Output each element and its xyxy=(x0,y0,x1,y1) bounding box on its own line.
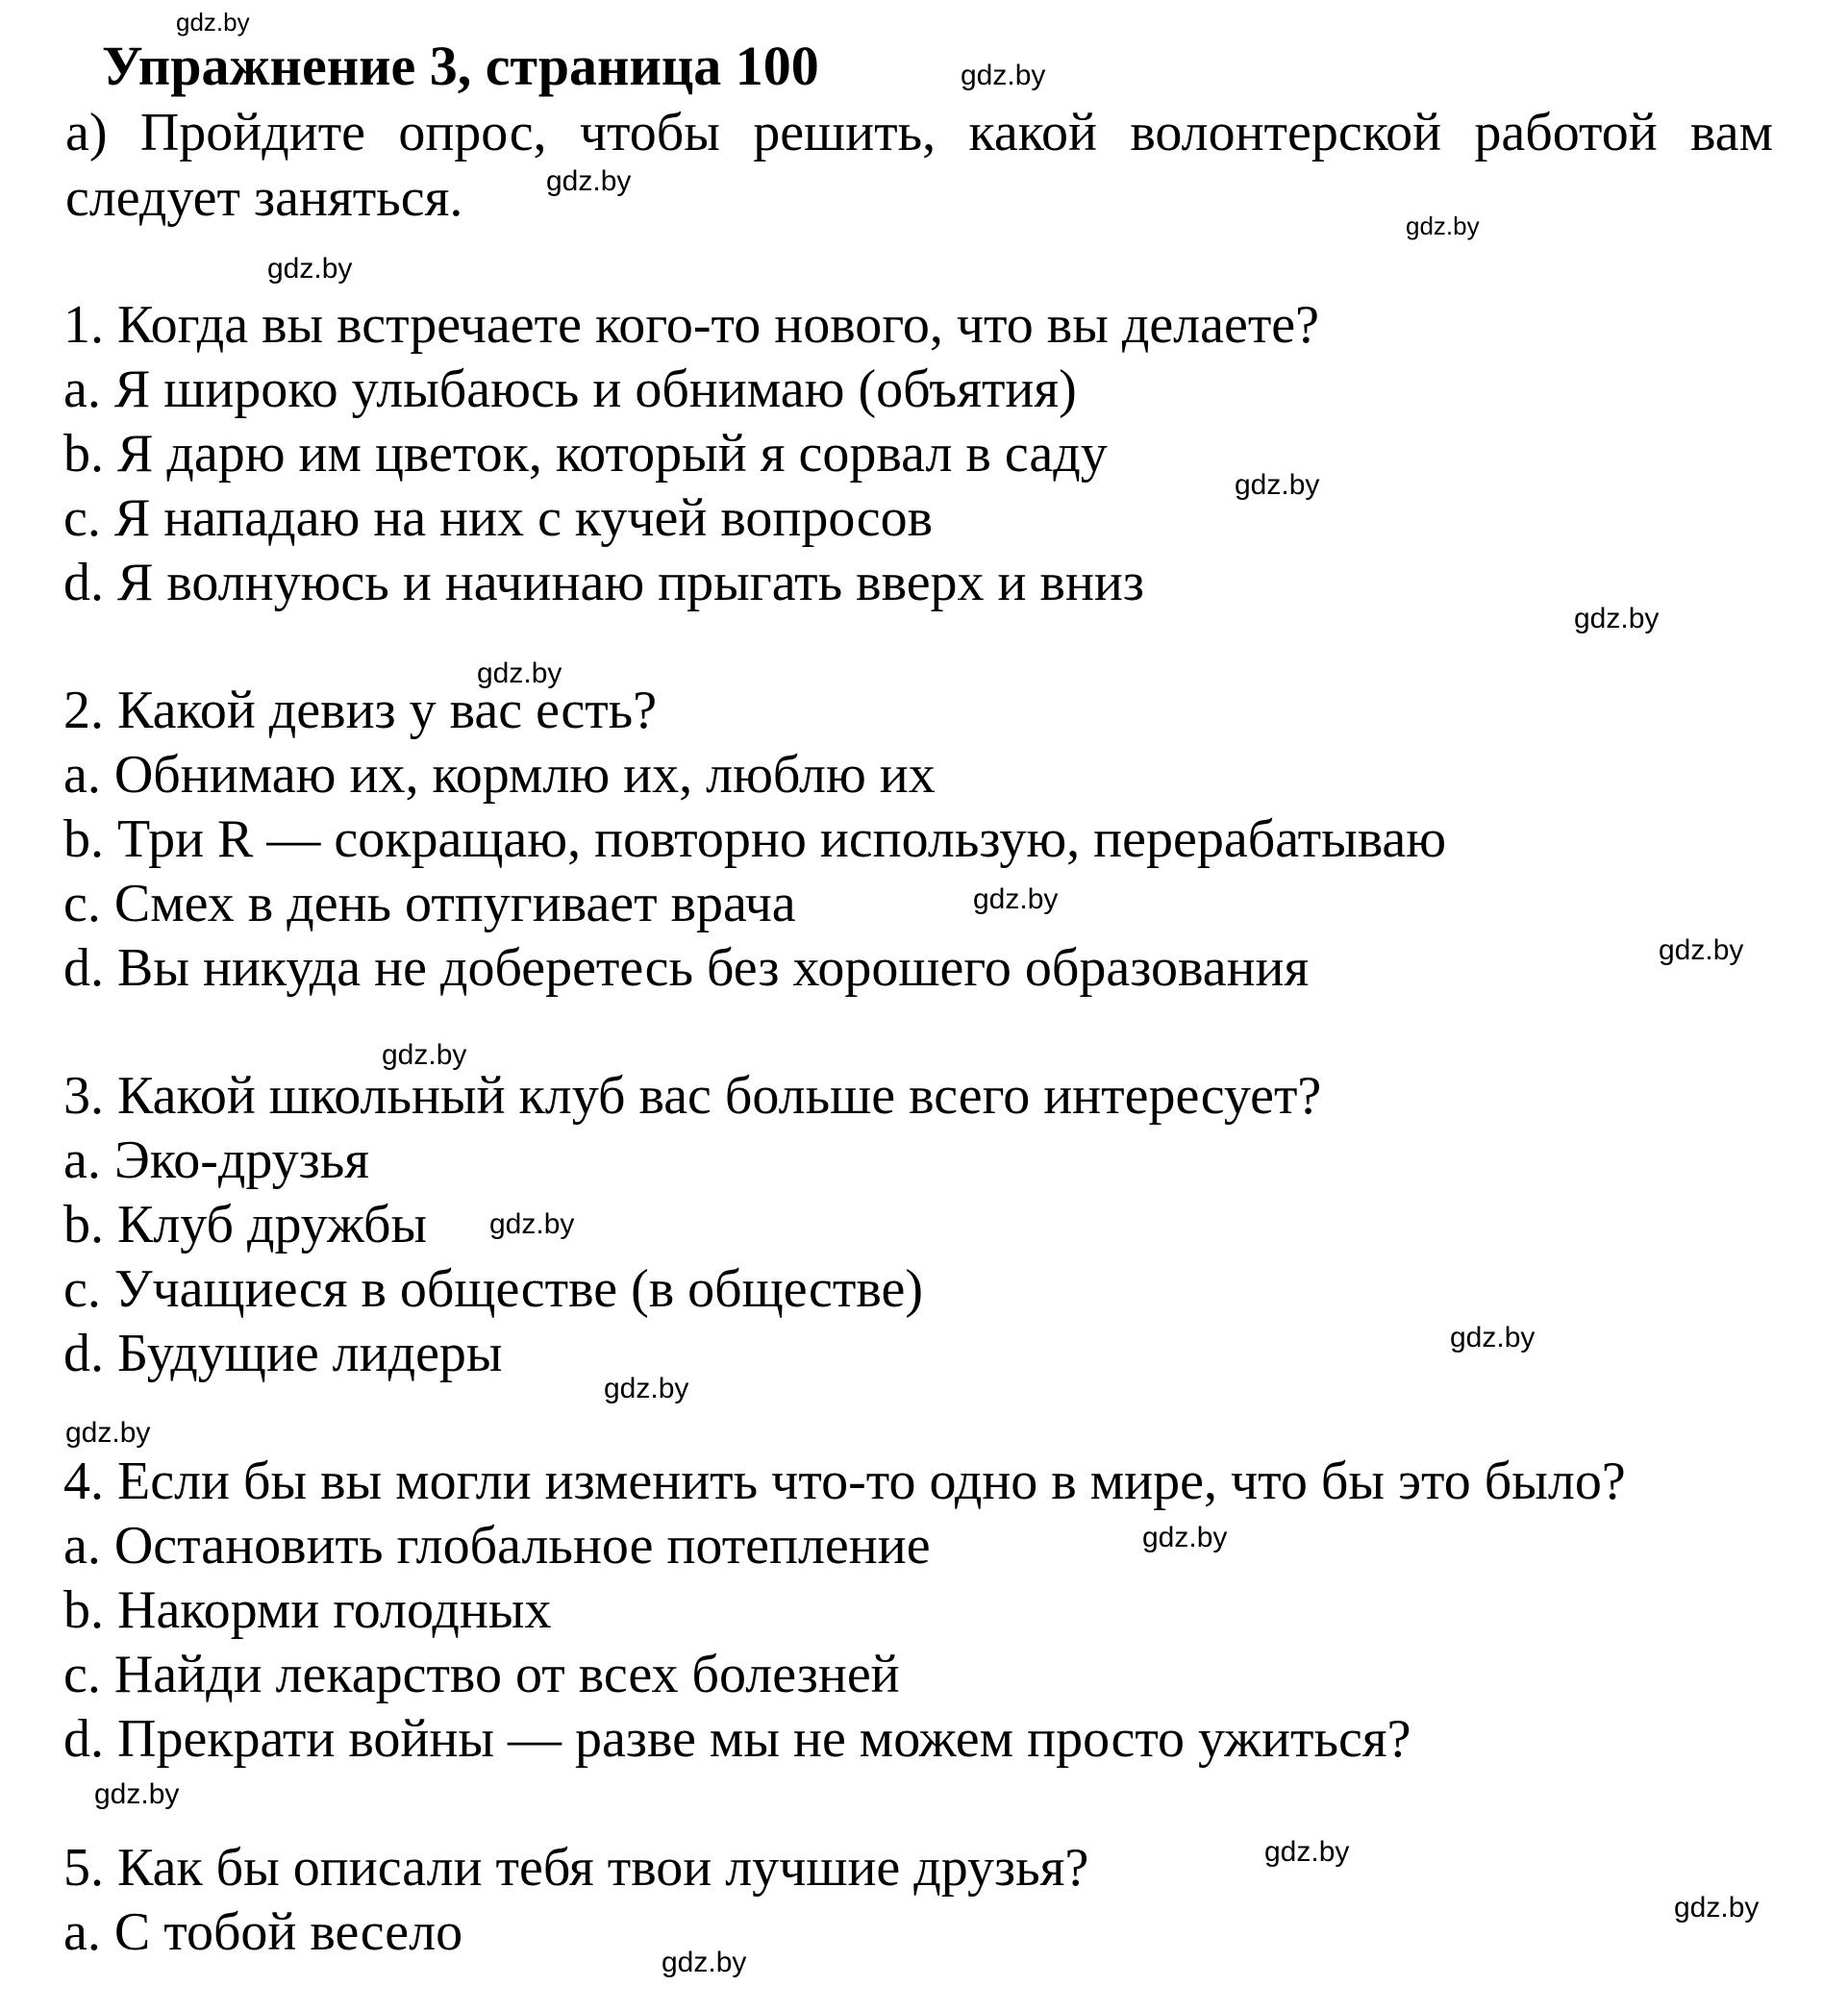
watermark: gdz.by xyxy=(477,658,562,689)
watermark: gdz.by xyxy=(546,165,632,197)
question-5: 5. Как бы описали тебя твои лучшие друзья? xyxy=(63,1838,1089,1898)
watermark: gdz.by xyxy=(604,1373,689,1404)
watermark: gdz.by xyxy=(973,883,1059,915)
watermark: gdz.by xyxy=(1235,469,1320,501)
question-1-option-c: c. Я нападаю на них с кучей вопросов xyxy=(63,488,934,548)
watermark: gdz.by xyxy=(94,1778,180,1810)
watermark: gdz.by xyxy=(1674,1892,1760,1924)
question-2-option-b: b. Три R — сокращаю, повторно использую, перерабатываю xyxy=(63,809,1447,869)
question-3-option-c: c. Учащиеся в обществе (в обществе) xyxy=(63,1259,923,1319)
watermark: gdz.by xyxy=(1142,1522,1228,1553)
watermark: gdz.by xyxy=(1406,211,1480,240)
intro-text: а) Пройдите опрос, чтобы решить, какой волонтерской работой вам следует заняться. xyxy=(65,103,1773,228)
question-2: 2. Какой девиз у вас есть? xyxy=(63,681,658,740)
question-1: 1. Когда вы встречаете кого-то нового, что вы делаете? xyxy=(63,295,1320,355)
question-1-option-b: b. Я дарю им цветок, который я сорвал в саду xyxy=(63,424,1108,484)
watermark: gdz.by xyxy=(1659,934,1744,966)
question-4-option-d: d. Прекрати войны — разве мы не можем просто ужиться? xyxy=(63,1709,1411,1769)
watermark: gdz.by xyxy=(961,60,1046,91)
question-5-option-a: a. С тобой весело xyxy=(63,1902,463,1962)
question-2-option-c: c. Смех в день отпугивает врача xyxy=(63,874,796,933)
watermark: gdz.by xyxy=(382,1039,467,1071)
watermark: gdz.by xyxy=(176,8,250,37)
question-4-option-a: a. Остановить глобальное потепление xyxy=(63,1516,931,1576)
question-4: 4. Если бы вы могли изменить что-то одно в мире, что бы это было? xyxy=(63,1452,1626,1511)
question-1-option-a: a. Я широко улыбаюсь и обнимаю (объятия) xyxy=(63,360,1077,419)
question-3-option-d: d. Будущие лидеры xyxy=(63,1324,503,1383)
question-2-option-d: d. Вы никуда не доберетесь без хорошего образования xyxy=(63,938,1310,998)
question-3-option-a: a. Эко-друзья xyxy=(63,1130,370,1190)
watermark: gdz.by xyxy=(489,1208,575,1240)
watermark: gdz.by xyxy=(65,1417,151,1449)
watermark: gdz.by xyxy=(1264,1836,1350,1868)
watermark: gdz.by xyxy=(1450,1322,1536,1353)
question-2-option-a: a. Обнимаю их, кормлю их, люблю их xyxy=(63,745,936,805)
question-4-option-b: b. Накорми голодных xyxy=(63,1580,552,1640)
question-3-option-b: b. Клуб дружбы xyxy=(63,1195,428,1254)
watermark: gdz.by xyxy=(267,253,353,285)
watermark: gdz.by xyxy=(662,1947,747,1978)
watermark: gdz.by xyxy=(1574,603,1660,634)
question-4-option-c: c. Найди лекарство от всех болезней xyxy=(63,1645,900,1704)
question-1-option-d: d. Я волнуюсь и начинаю прыгать вверх и вниз xyxy=(63,553,1145,612)
page-title: Упражнение 3, страница 100 xyxy=(102,35,819,97)
question-3: 3. Какой школьный клуб вас больше всего интересует? xyxy=(63,1066,1322,1126)
